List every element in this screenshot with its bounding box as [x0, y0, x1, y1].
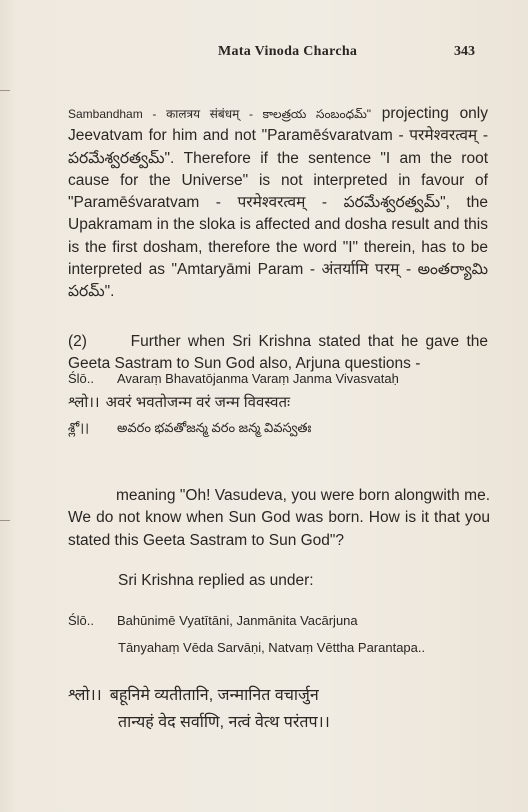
paragraph-2: (2) Further when Sri Krishna stated that he gave the Geeta Sastram to Sun God also, Arjuna questions -	[68, 333, 493, 373]
margin-mark	[0, 90, 10, 91]
page-number: 343	[454, 44, 475, 59]
paragraph-1	[68, 103, 488, 304]
paragraph-1-text: only Jeevatvam for him and not "Paramēśvaratvam - परमेश्वरत्वम् - పరమేశ్వరత్వమ్". Therefore if the sentence "I am the root cause for the Universe" is not interpreted in favour of "Paramēśvaratvam - परमेश्वरत्वम् - పరమేశ్వరత్వమ్", the Upakramam in the sloka is affected and dosha result and this is the first dosham, therefore the word "I" therein, has to be interpreted as "Amtaryāmi Param - अंतर्यामि परम् - అంతర్యామి పరమ్".	[68, 105, 488, 301]
verse-1-roman-text: Avaraṃ Bhavatōjanma Varaṃ Janma Vivasvataḥ	[117, 371, 399, 386]
verse-1-telugu	[68, 420, 488, 439]
sloka-tag: श्लो।।	[68, 687, 102, 704]
margin-mark	[0, 520, 10, 521]
paragraph-3	[68, 485, 490, 552]
running-title: Mata Vinoda Charcha	[218, 44, 358, 59]
verse-1-devanagari-text: अवरं भवतोजन्म वरं जन्म विवस्वतः	[105, 394, 291, 411]
paragraph-1-lead-tail: projecting	[371, 105, 449, 122]
sloka-tag: Ślō..	[68, 371, 95, 386]
paragraph-1-lead: Sambandham - कालत्रय संबंधम् - కాలత్రయ సంబంధమ్"	[68, 107, 372, 121]
sloka-tag: श्लो।।	[68, 394, 100, 411]
verse-2-roman-line-1	[68, 613, 488, 628]
sloka-tag: Ślō..	[68, 613, 95, 628]
verse-2-devanagari-line-2: तान्यहं वेद सर्वाणि, नत्वं वेत्थ परंतप।।	[118, 714, 330, 731]
paragraph-3-text: meaning "Oh! Vasudeva, you were born alongwith me. We do not know when Sun God was born. How is it that you stated this Geeta Sastram to Sun God"?	[68, 487, 490, 549]
verse-2-roman-line-1-text: Bahūnimē Vyatītāni, Janmānita Vacārjuna	[117, 613, 358, 628]
verse-1-telugu-text: అవరం భవతోజన్మ వరం జన్మ వివస్వతః	[117, 420, 312, 435]
verse-2-devanagari-line-1	[68, 683, 488, 705]
sloka-tag: శ్లో।।	[68, 420, 90, 435]
paragraph-4: Sri Krishna replied as under:	[118, 572, 314, 589]
verse-1-devanagari	[68, 392, 488, 412]
verse-2-devanagari-line-1-text: बहूनिमे व्यतीतानि, जन्मानित वचार्जुन	[109, 687, 319, 704]
verse-2-roman-line-2: Tānyahaṃ Vēda Sarvāṇi, Natvaṃ Vēttha Parantapa..	[118, 640, 426, 655]
verse-1-roman	[68, 371, 488, 386]
page-header	[0, 44, 528, 64]
